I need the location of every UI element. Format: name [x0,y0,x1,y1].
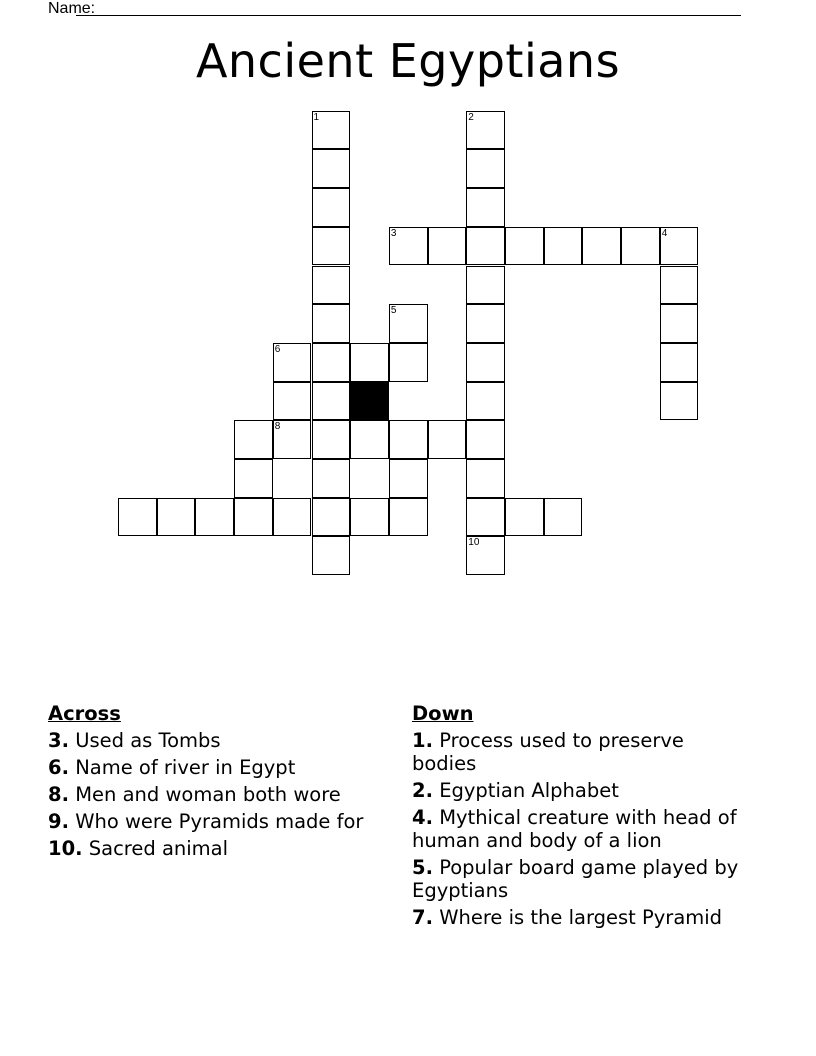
grid-cell[interactable] [312,111,351,150]
clue-down-1 [412,729,752,775]
clue-down-5 [412,856,752,902]
clue-down-2 [412,779,752,802]
grid-cell[interactable] [389,498,428,537]
grid-cell[interactable] [466,111,505,150]
puzzle-title: Ancient Egyptians [195,34,621,88]
grid-cell[interactable] [621,227,660,266]
grid-cell[interactable] [195,498,234,537]
grid-cell[interactable] [660,382,699,421]
across-clues [48,702,368,864]
grid-cell[interactable] [234,498,273,537]
grid-cell[interactable] [312,304,351,343]
grid-cell[interactable] [428,227,467,266]
clue-number-label: 10 [468,537,480,549]
grid-cell[interactable] [466,343,505,382]
grid-cell[interactable] [466,420,505,459]
grid-cell[interactable] [312,382,351,421]
grid-cell[interactable] [389,304,428,343]
grid-cell[interactable] [273,420,312,459]
name-label: Name: [48,0,96,17]
down-clues [412,702,752,933]
clue-number-label: 2 [468,111,474,123]
clue-text: Who were Pyramids made for [75,810,364,833]
clue-number: 6. [48,756,69,779]
down-heading: Down [412,702,474,725]
clue-number: 4. [412,806,433,829]
clue-number-label: 6 [274,343,281,355]
grid-cell[interactable] [389,343,428,382]
grid-cell[interactable] [118,498,157,537]
clue-text: Mythical creature with head of human and body of a lion [412,806,737,852]
grid-cell[interactable] [350,498,389,537]
grid-cell[interactable] [505,227,544,266]
clue-number: 1. [412,729,433,752]
grid-cell[interactable] [312,459,351,498]
clue-across-8 [48,783,368,806]
grid-cell[interactable] [312,536,351,575]
grid-cell[interactable] [312,266,351,305]
grid-cell[interactable] [466,536,505,575]
grid-cell[interactable] [312,149,351,188]
grid-cell[interactable] [544,498,583,537]
clue-number: 8. [48,783,69,806]
clue-text: Men and woman both wore [75,783,341,806]
clue-number: 10. [48,837,83,860]
clue-number-label: 5 [390,305,397,317]
clue-across-3 [48,729,368,752]
clue-number: 9. [48,810,69,833]
grid-cell[interactable] [312,188,351,227]
clue-down-7 [412,906,752,929]
clue-number-label: 3 [390,227,397,239]
grid-cell[interactable] [466,188,505,227]
grid-cell[interactable] [389,459,428,498]
grid-cell[interactable] [466,498,505,537]
grid-cell[interactable] [466,227,505,266]
grid-cell[interactable] [466,149,505,188]
grid-cell[interactable] [273,382,312,421]
clue-number: 7. [412,906,433,929]
grid-cell[interactable] [234,420,273,459]
grid-cell[interactable] [312,420,351,459]
clue-text: Used as Tombs [75,729,221,752]
grid-cell[interactable] [312,227,351,266]
clue-across-9 [48,810,368,833]
grid-cell[interactable] [389,227,428,266]
clue-text: Process used to preserve bodies [412,729,684,775]
clue-number: 5. [412,856,433,879]
grid-cell[interactable] [312,343,351,382]
clue-number: 3. [48,729,69,752]
grid-cell[interactable] [466,266,505,305]
grid-cell[interactable] [234,459,273,498]
grid-cell[interactable] [273,498,312,537]
grid-cell[interactable] [660,266,699,305]
clue-number-label: 1 [313,111,320,123]
grid-cell[interactable] [505,498,544,537]
grid-cell[interactable] [660,343,699,382]
grid-cell[interactable] [350,343,389,382]
clue-text: Name of river in Egypt [75,756,296,779]
clue-text: Popular board game played by Egyptians [412,856,739,902]
grid-cell[interactable] [312,498,351,537]
clue-text: Sacred animal [88,837,229,860]
grid-cell[interactable] [660,227,699,266]
grid-cell[interactable] [466,382,505,421]
clue-number-label: 8 [274,421,281,433]
clue-across-6 [48,756,368,779]
grid-cell[interactable] [660,304,699,343]
clue-text: Where is the largest Pyramid [439,906,723,929]
clue-text: Egyptian Alphabet [439,779,619,802]
across-heading: Across [48,702,121,725]
grid-cell[interactable] [544,227,583,266]
grid-cell[interactable] [350,420,389,459]
clue-number: 2. [412,779,433,802]
clue-down-4 [412,806,752,852]
grid-cell[interactable] [582,227,621,266]
grid-cell[interactable] [157,498,196,537]
grid-cell[interactable] [428,420,467,459]
grid-cell[interactable] [466,459,505,498]
grid-cell[interactable] [389,420,428,459]
clue-across-10 [48,837,368,860]
black-square [350,382,389,421]
clue-number-label: 4 [661,227,668,239]
grid-cell[interactable] [466,304,505,343]
grid-cell[interactable] [273,343,312,382]
